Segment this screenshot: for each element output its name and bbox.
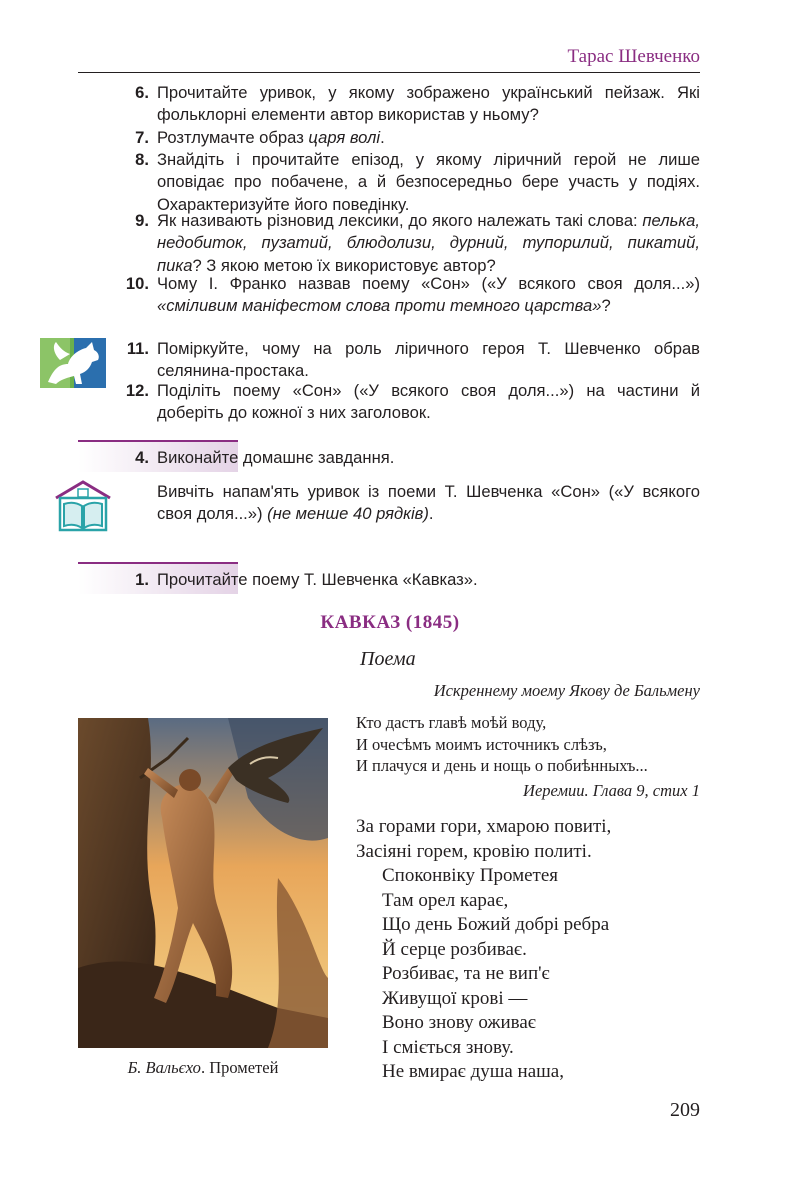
- poem-title: КАВКАЗ (1845): [320, 612, 460, 633]
- homework-heading: [135, 447, 700, 469]
- task-text: Прочитайте поему Т. Шевченка «Кавказ».: [157, 570, 478, 589]
- question-number: 9.: [135, 211, 149, 230]
- poem-line: Розбиває, та не вип'є: [382, 963, 550, 984]
- poem-line: Засіяні горем, кровію политі.: [356, 840, 592, 862]
- poem-line: Не вмирає душа наша,: [382, 1061, 564, 1082]
- home-library-icon: [52, 480, 114, 532]
- homework-text: Вивчіть напам'ять уривок із поеми Т. Шевченка «Сон» («У всякого своя доля...») (не менше 40 рядків).: [157, 482, 700, 524]
- running-title: Тарас Шевченко: [567, 46, 700, 67]
- epigraph-line: И очесѣмъ моимъ источникъ слѣзъ,: [356, 734, 607, 754]
- question-text: Поділіть поему «Сон» («У всякого своя доля...») на частини й доберіть до кожної з них заголовок.: [157, 381, 700, 423]
- page-number: 209: [670, 1099, 700, 1121]
- poem-line: Воно знову оживає: [382, 1012, 536, 1033]
- header-rule: [78, 72, 700, 73]
- epigraph-line: Кто дастъ главѣ моѣй воду,: [356, 713, 547, 732]
- question-item: [126, 338, 700, 383]
- painting-caption: Б. Вальєхо. Прометей: [127, 1058, 279, 1077]
- epigraph: [356, 712, 700, 777]
- poem-line: Там орел карає,: [382, 889, 509, 911]
- poem-line: Живущої крові —: [382, 987, 528, 1009]
- poem-line: За горами гори, хмарою повиті,: [356, 816, 612, 837]
- poem-line: Що день Божий добрі ребра: [382, 914, 610, 935]
- task-title: Виконайте домашнє завдання.: [157, 448, 395, 467]
- prometheus-painting: [78, 718, 328, 1048]
- epigraph-source: Иеремии. Глава 9, стих 1: [523, 781, 700, 800]
- question-number: 6.: [135, 83, 149, 102]
- question-number: 11.: [126, 339, 149, 358]
- poem-line: Й серце розбиває.: [382, 938, 527, 960]
- question-item: [135, 210, 700, 277]
- question-text: Розтлумачте образ царя волі.: [157, 128, 385, 147]
- question-number: 8.: [135, 150, 149, 169]
- question-text: Чому І. Франко назвав поему «Сон» («У всякого своя доля...») «сміливим маніфестом слова проти темного царства»?: [157, 274, 700, 316]
- question-text: Знайдіть і прочитайте епізод, у якому ліричний герой не лише оповідає про побачене, а й безпосередньо бере участь у подіях. Охарактеризуйте його поведінку.: [157, 150, 700, 214]
- question-item: [125, 273, 700, 318]
- question-item: [135, 127, 700, 149]
- question-text: Поміркуйте, чому на роль ліричного героя Т. Шевченко обрав селянина-простака.: [157, 339, 700, 381]
- poem-line: Споконвіку Прометея: [382, 865, 559, 886]
- poem-verse: [356, 815, 611, 1085]
- question-item: [135, 149, 700, 216]
- question-text: Як називають різновид лексики, до якого належать такі слова: пелька, недобиток, пузатий, блюдолизи, дурний, тупорилий, пикатий, пика? З якою метою їх використовує автор?: [157, 211, 700, 275]
- creative-task-icon: [40, 338, 106, 388]
- poem-genre: Поема: [360, 648, 416, 670]
- question-item: [135, 82, 700, 127]
- question-text: Прочитайте уривок, у якому зображено український пейзаж. Які фольклорні елементи автор використав у ньому?: [157, 83, 700, 125]
- task-number: 4.: [135, 448, 149, 467]
- poem-line: І сміється знову.: [382, 1036, 514, 1058]
- epigraph-line: И плачуся и день и нощь о побиѣнныхъ...: [356, 756, 648, 775]
- question-item: [125, 380, 700, 425]
- next-task: [135, 569, 700, 591]
- poem-dedication: Искреннему моему Якову де Бальмену: [433, 681, 700, 700]
- question-number: 10.: [125, 274, 149, 293]
- task-number: 1.: [135, 570, 149, 589]
- question-number: 7.: [135, 128, 149, 147]
- question-number: 12.: [125, 381, 149, 400]
